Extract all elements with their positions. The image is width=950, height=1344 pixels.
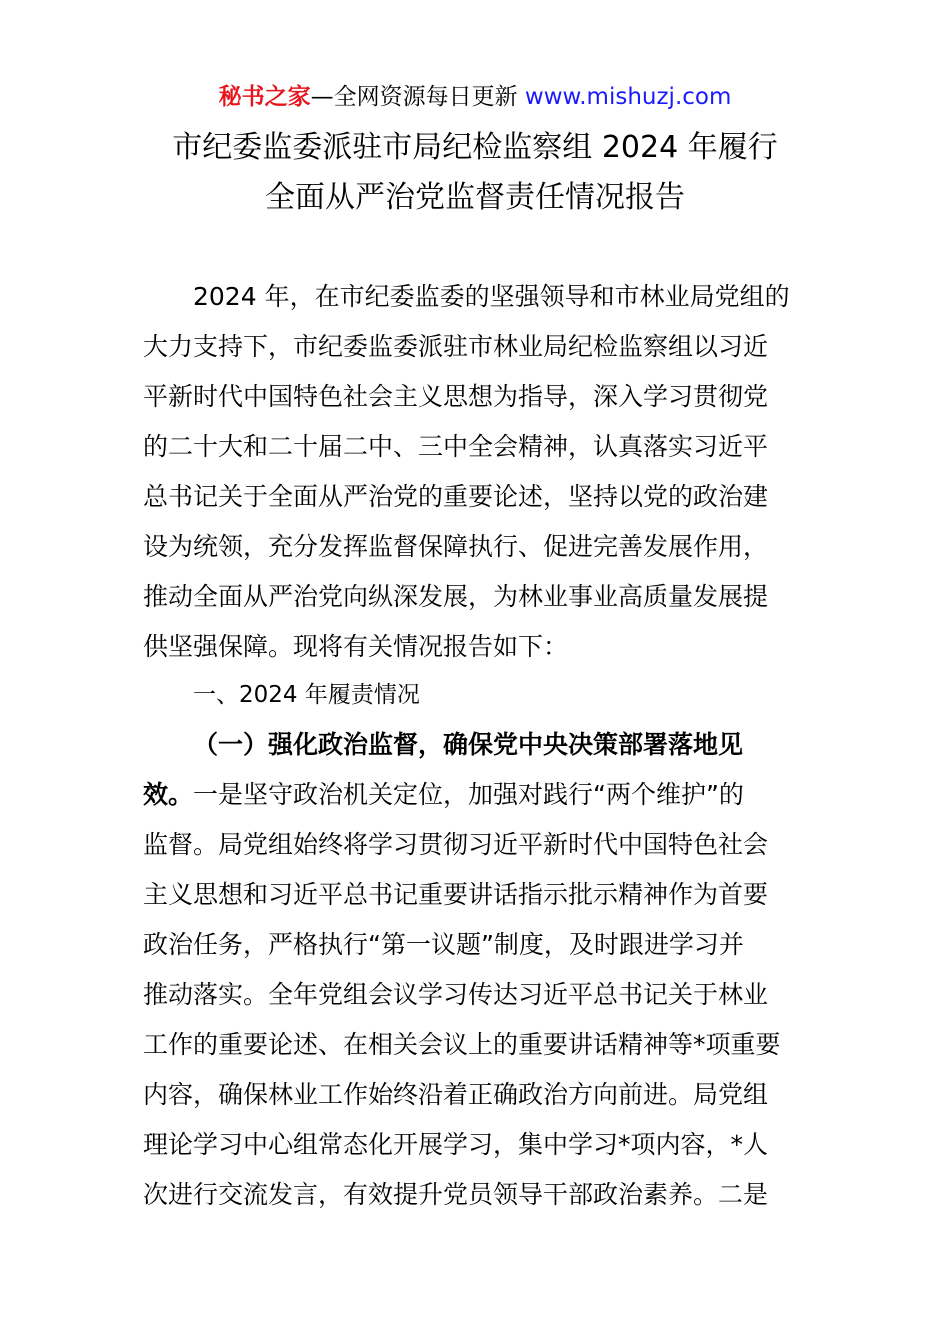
text-line: 大力支持下，市纪委监委派驻市林业局纪检监察组以习近 xyxy=(143,332,769,361)
document-title-line-2: 全面从严治党监督责任情况报告 xyxy=(265,180,685,215)
text-line: 推动落实。全年党组会议学习传达习近平总书记关于林业 xyxy=(143,980,769,1009)
watermark-banner xyxy=(0,80,950,114)
text-line: 理论学习中心组常态化开展学习，集中学习*项内容，*人 xyxy=(143,1130,769,1159)
intro-paragraph xyxy=(143,272,813,672)
section-heading-text: 一、2024 年履责情况 xyxy=(193,682,420,708)
text-line: 主义思想和习近平总书记重要讲话指示批示精神作为首要 xyxy=(143,880,769,909)
subsection-paragraph xyxy=(143,720,813,1220)
text-line: 的二十大和二十届二中、三中全会精神，认真落实习近平 xyxy=(143,432,769,461)
brand-name: 秘书之家 xyxy=(218,84,311,110)
text-line xyxy=(143,770,813,820)
subsection-heading-end: 效。 xyxy=(143,780,194,809)
text-line: 平新时代中国特色社会主义思想为指导，深入学习贯彻党 xyxy=(143,382,769,411)
text-line: 监督。局党组始终将学习贯彻习近平新时代中国特色社会 xyxy=(143,830,769,859)
text-line: 工作的重要论述、在相关会议上的重要讲话精神等*项重要 xyxy=(143,1030,781,1059)
document-title-line-1: 市纪委监委派驻市局纪检监察组 2024 年履行 xyxy=(172,130,778,165)
subsection-heading: （一）强化政治监督，确保党中央决策部署落地见 xyxy=(193,730,744,759)
text-line: 内容，确保林业工作始终沿着正确政治方向前进。局党组 xyxy=(143,1080,769,1109)
text-span: 一是坚守政治机关定位，加强对践行“两个维护”的 xyxy=(193,780,744,809)
text-line: 政治任务，严格执行“第一议题”制度，及时跟进学习并 xyxy=(143,930,744,959)
text-line: 2024 年，在市纪委监委的坚强领导和市林业局党组的 xyxy=(193,282,790,311)
section-heading xyxy=(143,670,813,720)
text-line: 供坚强保障。现将有关情况报告如下： xyxy=(143,632,569,661)
text-line: 总书记关于全面从严治党的重要论述，坚持以党的政治建 xyxy=(143,482,769,511)
text-line: 设为统领，充分发挥监督保障执行、促进完善发展作用， xyxy=(143,532,769,561)
text-line: 次进行交流发言，有效提升党员领导干部政治素养。二是 xyxy=(143,1180,769,1209)
text-line: 推动全面从严治党向纵深发展，为林业事业高质量发展提 xyxy=(143,582,769,611)
banner-url: www.mishuzj.com xyxy=(524,84,732,110)
banner-tagline: —全网资源每日更新 xyxy=(310,84,525,110)
